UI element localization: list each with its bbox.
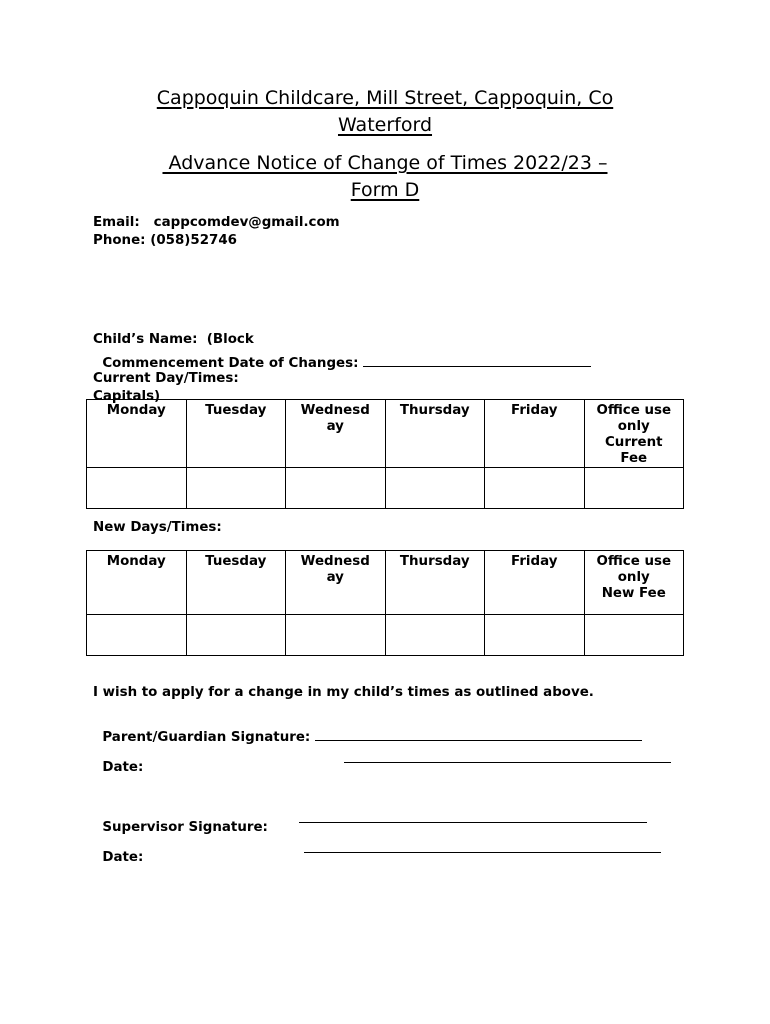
new-header-wednesday: Wednesday [286, 551, 386, 615]
current-cell-thursday[interactable] [385, 468, 485, 509]
new-header-friday: Friday [485, 551, 585, 615]
application-statement: I wish to apply for a change in my child’s times as outlined above. [93, 685, 594, 700]
child-name-label-1: Child’s Name: (Block [93, 332, 254, 347]
supervisor-signature-field [93, 805, 268, 835]
email-label: Email: [93, 215, 140, 230]
current-table-header-row [87, 400, 684, 468]
email-row [93, 214, 340, 232]
current-cell-monday[interactable] [87, 468, 187, 509]
commencement-field [93, 341, 591, 371]
parent-date-field [93, 745, 143, 775]
email-value: cappcomdev@gmail.com [153, 215, 340, 230]
current-header-office-use: Office use only Current Fee [584, 400, 684, 468]
current-times-table [86, 399, 684, 509]
new-header-monday: Monday [87, 551, 187, 615]
supervisor-date-label: Date: [102, 850, 144, 865]
commencement-input-line[interactable] [363, 365, 591, 367]
new-header-thursday: Thursday [385, 551, 485, 615]
new-cell-fee[interactable] [584, 615, 684, 656]
new-cell-tuesday[interactable] [186, 615, 286, 656]
current-times-label: Current Day/Times: [93, 371, 239, 386]
new-cell-wednesday[interactable] [286, 615, 386, 656]
title-line-2: Waterford [337, 114, 433, 136]
current-header-tuesday: Tuesday [186, 400, 286, 468]
contact-block [93, 214, 340, 250]
parent-signature-label: Parent/Guardian Signature: [102, 730, 315, 745]
new-times-label: New Days/Times: [93, 520, 222, 535]
form-title [96, 150, 674, 204]
current-header-thursday: Thursday [385, 400, 485, 468]
center-name-title [96, 85, 674, 139]
commencement-label: Commencement Date of Changes: [102, 356, 364, 371]
new-times-table [86, 550, 684, 656]
phone-label: Phone: [93, 233, 146, 248]
new-cell-friday[interactable] [485, 615, 585, 656]
current-cell-fee[interactable] [584, 468, 684, 509]
current-cell-friday[interactable] [485, 468, 585, 509]
supervisor-date-field [93, 835, 143, 865]
current-cell-wednesday[interactable] [286, 468, 386, 509]
phone-value: (058)52746 [150, 233, 237, 248]
parent-date-line[interactable] [344, 761, 671, 763]
parent-signature-line[interactable] [315, 739, 642, 741]
new-header-office-use: Office use only New Fee [584, 551, 684, 615]
new-cell-thursday[interactable] [385, 615, 485, 656]
supervisor-signature-line[interactable] [299, 821, 647, 823]
subtitle-line-1: Advance Notice of Change of Times 2022/23 – [162, 152, 608, 174]
new-table-header-row [87, 551, 684, 615]
child-name-label-2: Capitals) [93, 387, 501, 406]
current-header-monday: Monday [87, 400, 187, 468]
phone-row [93, 232, 340, 250]
current-cell-tuesday[interactable] [186, 468, 286, 509]
parent-signature-field [93, 715, 642, 745]
new-cell-monday[interactable] [87, 615, 187, 656]
supervisor-signature-label: Supervisor Signature: [102, 820, 268, 835]
new-header-tuesday: Tuesday [186, 551, 286, 615]
parent-date-label: Date: [102, 760, 144, 775]
title-line-1: Cappoquin Childcare, Mill Street, Cappoquin, Co [156, 87, 614, 109]
subtitle-line-2: Form D [350, 179, 420, 201]
supervisor-date-line[interactable] [304, 851, 661, 853]
new-table-entry-row [87, 615, 684, 656]
current-header-wednesday: Wednesday [286, 400, 386, 468]
current-header-friday: Friday [485, 400, 585, 468]
current-table-entry-row [87, 468, 684, 509]
